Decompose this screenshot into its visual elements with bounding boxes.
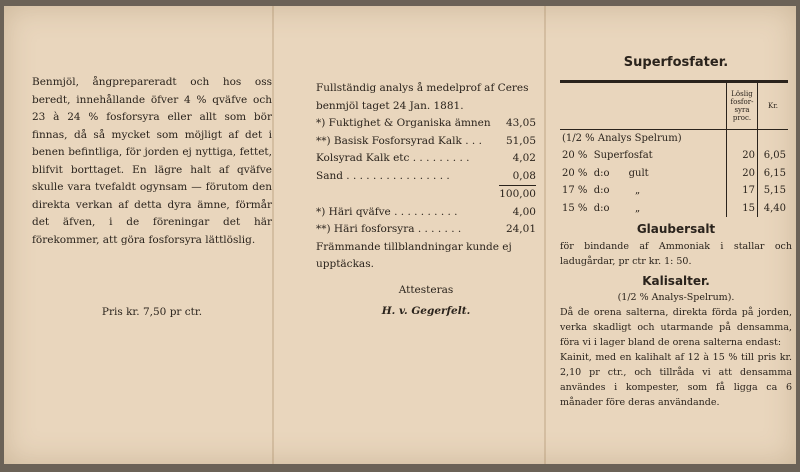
table-row: 20 % Superfosfat 20 6,05 bbox=[560, 147, 788, 165]
kali-text: Då de orena salterna, direkta förda på jorden, verka skadligt och utarmande på densamma, föra vi i lager bland de orena salterna endast: bbox=[560, 307, 792, 348]
analysis-closing: Främmande tillblandningar kunde ej upptäckas. bbox=[316, 240, 512, 270]
glauber-title: Glaubersalt bbox=[636, 222, 716, 236]
superphosphate-table bbox=[560, 80, 788, 218]
fertilizer-column bbox=[560, 54, 792, 410]
analysis-row: **) Basisk Fosforsyrad Kalk . . . 51,05 bbox=[316, 134, 536, 147]
analysis-intro: Fullständig analys å medelprof af Ceres benmjöl taget 24 Jan. 1881. bbox=[316, 82, 529, 112]
price-header: Kr. bbox=[758, 81, 789, 129]
signature: H. v. Gegerfelt. bbox=[381, 305, 471, 317]
phosphoric-note: **) Häri fosforsyra . . . . . . . 24,01 bbox=[316, 223, 536, 235]
analysis-row: Kolsyrad Kalk etc . . . . . . . . . 4,02 bbox=[316, 152, 536, 164]
analysis-label: (1/2 % Analys Spelrum) bbox=[562, 132, 682, 144]
analysis-row: *) Fuktighet & Organiska ämnen 43,05 bbox=[316, 117, 536, 129]
table-row: 15 % d:o „ 15 4,40 bbox=[560, 200, 788, 218]
soluble-header: Löslig fosfor- syra proc. bbox=[727, 81, 758, 129]
document-sheet bbox=[4, 6, 796, 464]
kainit-text: Kainit, med en kalihalt af 12 à 15 % till pris kr. 2,10 pr ctr., och tillråda vi att densamma användes i kompester, som få ligga ca 6 månader före deras användande. bbox=[560, 352, 792, 408]
fold-line-right bbox=[544, 6, 546, 464]
analysis-column bbox=[316, 80, 536, 321]
kali-subtitle: (1/2 % Analys-Spelrum). bbox=[617, 292, 735, 303]
kali-title: Kalisalter. bbox=[642, 273, 710, 288]
analysis-total: 100,00 bbox=[316, 185, 536, 204]
table-row: 17 % d:o „ 17 5,15 bbox=[560, 182, 788, 200]
table-row: 20 % d:o gult 20 6,15 bbox=[560, 165, 788, 183]
fold-line-left bbox=[272, 6, 274, 464]
bonemeal-price: Pris kr. 7,50 pr ctr. bbox=[101, 306, 203, 318]
glauber-text: för bindande af Ammoniak i stallar och ladugårdar, pr ctr kr. 1: 50. bbox=[560, 240, 792, 267]
analysis-row: Sand . . . . . . . . . . . . . . . . 0,08 bbox=[316, 169, 536, 182]
superphosphate-title: Superfosfater. bbox=[623, 55, 729, 70]
bonemeal-description: Benmjöl, ångprepareradt och hos oss beredt, innehållande öfver 4 % qväfve och 23 à 24 % fosforsyra eller allt som bör finnas, då så mycket som möjligt af det i benen befintliga, för jorden ej nyttiga, fettet, blifvit borttaget. En lägre halt af qväfve skulle vara tvefaldt ogynsam — förutom den direkta verkan af detta dyra ämne, förmår det äfven, i de föreningar det här förekommer, att göra fosforsyra lättlöslig. bbox=[32, 76, 272, 246]
attest-label: Attesteras bbox=[398, 283, 454, 296]
nitrogen-note: *) Häri qväfve . . . . . . . . . . 4,00 bbox=[316, 205, 536, 218]
